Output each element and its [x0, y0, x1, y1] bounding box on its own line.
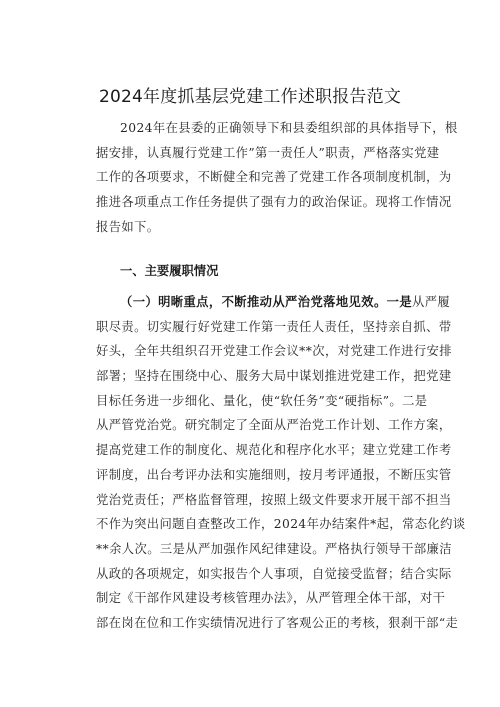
intro-line: 2024年在县委的正确领导下和县委组织部的具体指导下，根	[120, 121, 458, 135]
section-paragraph	[96, 290, 466, 636]
section-line: 提高党建工作的制度化、规范化和程序化水平；建立党建工作考	[96, 443, 452, 458]
section-subheading: （一）明晰重点，不断推动从严治党落地见效。一是	[120, 295, 413, 309]
section-line: 部在岗在位和工作实绩情况进行了客观公正的考核，狠刹干部“走	[96, 615, 459, 630]
section-line: 好头，全年共组织召开党建工作会议**次，对党建工作进行安排	[96, 344, 452, 359]
section-line: **余人次。三是从严加强作风纪律建设。严格执行领导干部廉洁	[96, 541, 452, 556]
section-line: 不作为突出问题自查整改工作，2024年办结案件*起，常态化约谈	[96, 517, 466, 532]
intro-line: 工作的各项要求，不断健全和完善了党建工作各项制度机制，为	[96, 170, 452, 185]
intro-line: 推进各项重点工作任务提供了强有力的政治保证。现将工作情况	[96, 195, 452, 210]
section-line: 职尽责。切实履行好党建工作第一责任人责任，坚持亲自抓、带	[96, 319, 452, 334]
section-line: 目标任务进一步细化、量化，使“软任务”变“硬指标”。二是	[96, 393, 428, 408]
section-line: 党治党责任；严格监督管理，按照上级文件要求开展干部不担当	[96, 492, 452, 507]
section-first-line	[96, 290, 451, 315]
section-line: 从严管党治党。研究制定了全面从严治党工作计划、工作方案，	[96, 418, 452, 433]
intro-line: 报告如下。	[96, 219, 160, 234]
section-line: 制定《干部作风建设考核管理办法》，从严管理全体干部，对干	[96, 591, 446, 606]
section-line: 从政的各项规定，如实报告个人事项，自觉接受监督；结合实际	[96, 566, 452, 581]
section-line: 部署；坚持在围绕中心、服务大局中谋划推进党建工作，把党建	[96, 369, 452, 384]
section-line: 评制度，出台考评办法和实施细则，按月考评通报，不断压实管	[96, 467, 452, 482]
section-first-line-text: 从严履	[412, 295, 451, 309]
section-heading: 一、主要履职情况	[120, 264, 219, 278]
document-title: 2024年度抓基层党建工作述职报告范文	[98, 87, 402, 107]
intro-line: 据安排，认真履行党建工作”第一责任人”职责，严格落实党建	[96, 145, 440, 160]
intro-paragraph	[96, 116, 458, 239]
